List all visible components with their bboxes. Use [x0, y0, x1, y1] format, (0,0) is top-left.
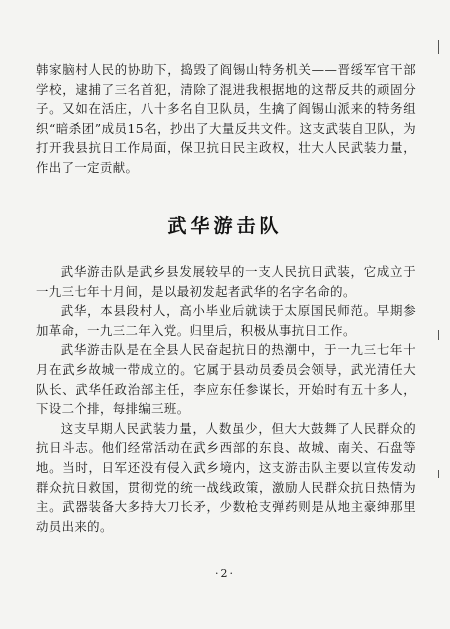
- paragraph-activities: 这支早期人民武装力量，人数虽少，但大大鼓舞了人民群众的抗日斗志。他们经常活动在武乡西部的东良、故城、南关、石盘等地。当时，日军还没有侵入武乡境内，这支游击队主要以宣传发动群众抗日救国，贯彻党的统一战线政策，激励人民群众抗日热情为主。武器装备大多持大刀长矛，少数枪支弹药则是从地主豪绅那里动员出来的。: [36, 420, 416, 534]
- page-number: ·2·: [215, 567, 235, 580]
- continued-paragraph: [36, 60, 416, 178]
- paragraph-biography: 武华，本县段村人，高小毕业后就读于太原国民师范。早期参加革命，一九三二年入党。归里后，积极从事抗日工作。: [36, 303, 416, 338]
- scan-edge-mark: [438, 330, 439, 340]
- scan-edge-mark: [438, 40, 439, 54]
- paragraph-text: 韩家脑村人民的协助下，捣毁了阎锡山特务机关——晋绥军官干部学校，逮捕了三名首犯，清除了混进我根据地的这帮反共的顽固分子。又如在活庄，八十多名自卫队员，生擒了阎锡山派来的特务组织“暗杀团”成员15名，抄出了大量反共文件。这支武装自卫队，为打开我县抗日工作局面，保卫抗日民主政权，壮大人民武装力量，作出了一定贡献。: [36, 62, 416, 175]
- paragraph-founding: 武华游击队是在全县人民奋起抗日的热潮中，于一九三七年十月在武乡故城一带成立的。它属于县动员委员会领导，武光清任大队长、武华任政治部主任，李应东任参谋长，开始时有五十多人，下设二个排，每排编三班。: [36, 342, 416, 417]
- section-body: [36, 262, 416, 536]
- paragraph-intro: 武华游击队是武乡县发展较早的一支人民抗日武装，它成立于一九三七年十月间，是以最初发起者武华的名字名命的。: [36, 264, 416, 299]
- section-title: 武华游击队: [167, 215, 283, 237]
- scan-edge-mark: [438, 470, 439, 478]
